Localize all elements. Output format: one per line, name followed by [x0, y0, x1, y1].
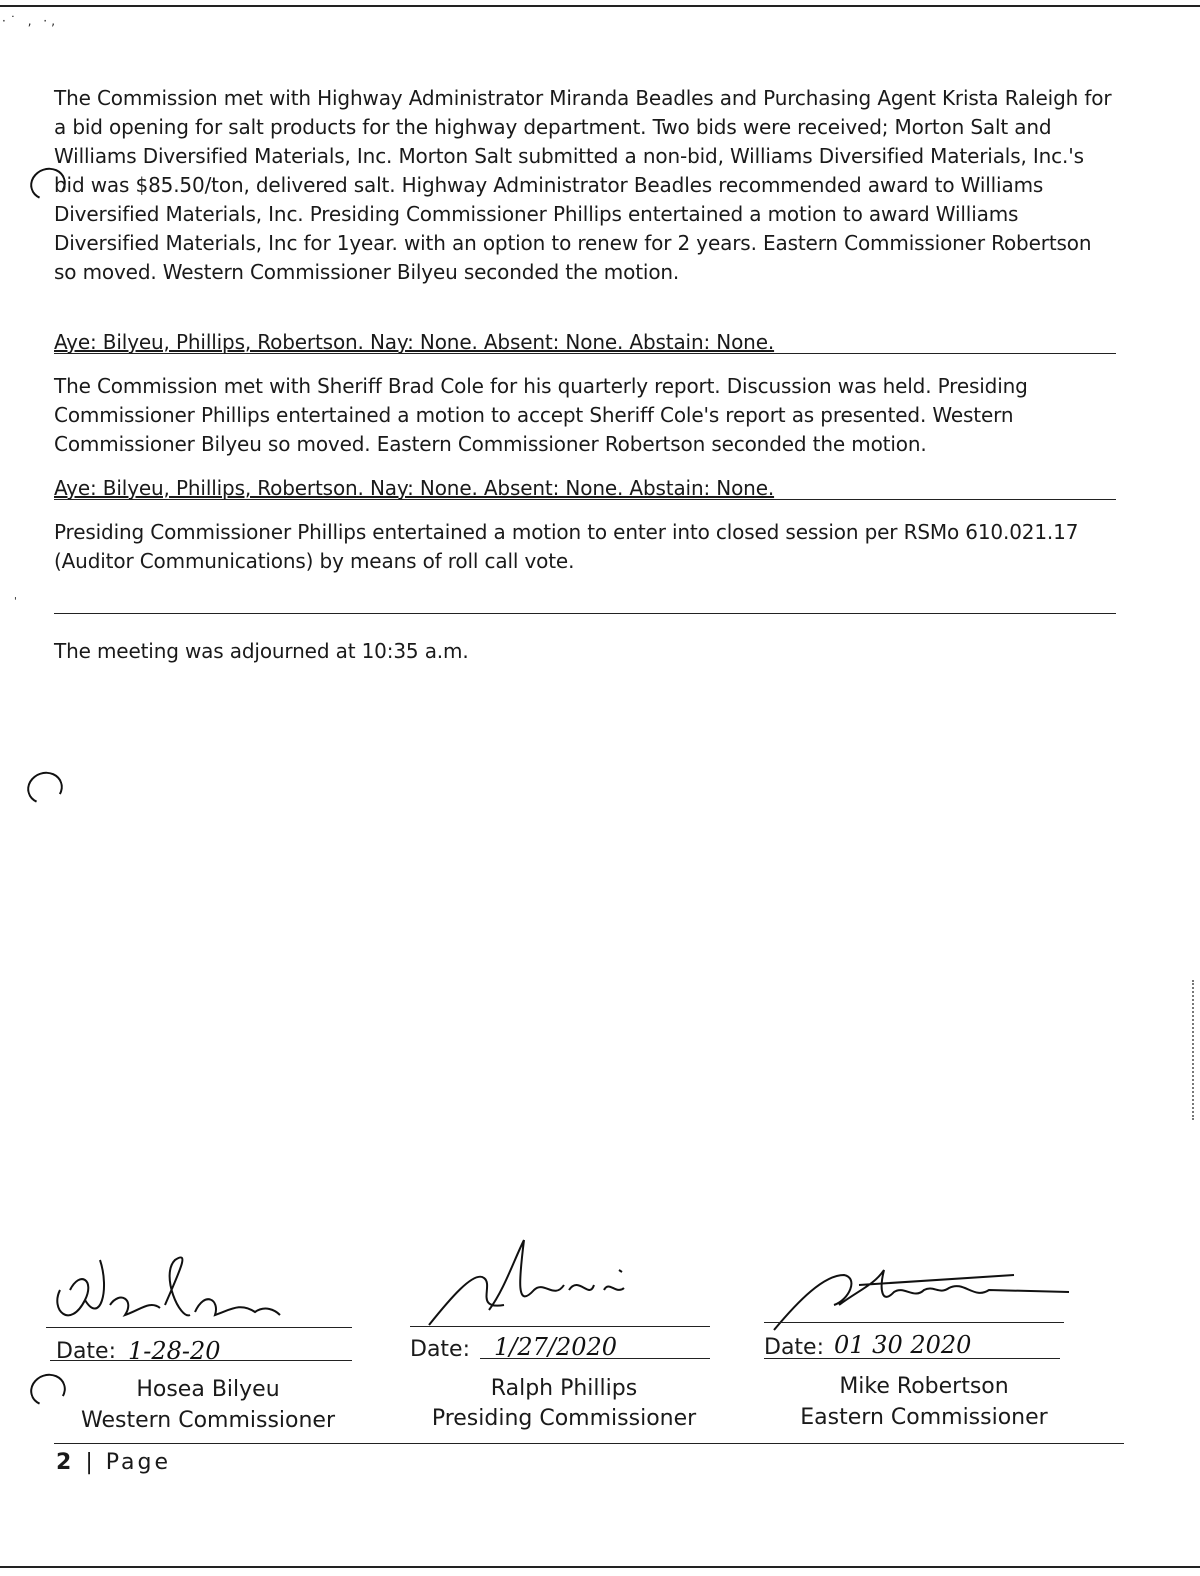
- date-label: Date:: [764, 1335, 824, 1360]
- scan-specks: ·˙ ‚ ·‚: [2, 14, 59, 28]
- handwritten-date: 1-28-20: [128, 1337, 221, 1365]
- date-line: [764, 1358, 1060, 1359]
- vote-blank-line: [54, 613, 1116, 614]
- signature-line: [46, 1327, 352, 1328]
- page-separator: |: [85, 1450, 96, 1475]
- hole-punch-mark: [23, 767, 67, 809]
- page-word: Page: [105, 1450, 171, 1475]
- signer-name: Hosea Bilyeu: [136, 1377, 280, 1402]
- signer-title: Western Commissioner: [80, 1408, 336, 1433]
- vote-record: Aye: Bilyeu, Phillips, Robertson. Nay: None. Absent: None. Abstain: None.: [54, 476, 1116, 500]
- signature-line: [410, 1326, 710, 1327]
- closed-session-paragraph: Presiding Commissioner Phillips entertained a motion to enter into closed session per RSMo 610.021.17 (Auditor Communications) by means of roll call vote.: [54, 520, 1079, 573]
- handwritten-date: 01 30 2020: [834, 1331, 972, 1359]
- signature-block-eastern: [764, 1230, 1074, 1430]
- date-label: Date:: [410, 1337, 470, 1362]
- handwritten-date: 1/27/2020: [494, 1333, 618, 1361]
- handwritten-signature-robertson: [764, 1230, 1084, 1340]
- adjournment-paragraph: The meeting was adjourned at 10:35 a.m.: [54, 639, 469, 663]
- signer-name: Ralph Phillips: [490, 1376, 638, 1401]
- signature-block-western: [40, 1230, 350, 1433]
- signer-name: Mike Robertson: [839, 1374, 1009, 1399]
- sheriff-report-paragraph: The Commission met with Sheriff Brad Cole for his quarterly report. Discussion was held. Presiding Commissioner Phillips entertained a motion to accept Sheriff Cole's report as presented. Western Commissioner Bilyeu so moved. Eastern Commissioner Robertson seconded the motion.: [54, 374, 1028, 456]
- scan-speck: ': [14, 596, 17, 607]
- signature-line: [764, 1322, 1064, 1323]
- vote-record: Aye: Bilyeu, Phillips, Robertson. Nay: None. Absent: None. Abstain: None.: [54, 330, 1116, 354]
- scan-bottom-edge: [0, 1566, 1200, 1568]
- scan-top-edge: [0, 5, 1200, 7]
- page-footer: [56, 1450, 171, 1476]
- date-line: [50, 1360, 352, 1361]
- signature-block-presiding: [404, 1230, 714, 1430]
- scan-edge-marks: [1190, 980, 1194, 1120]
- footer-rule: [54, 1443, 1124, 1444]
- date-line: [480, 1358, 710, 1359]
- handwritten-signature-bilyeu: [40, 1230, 360, 1340]
- page-number: 2: [56, 1450, 72, 1475]
- handwritten-signature-phillips: [404, 1230, 724, 1340]
- signer-title: Eastern Commissioner: [800, 1405, 1048, 1430]
- signer-title: Presiding Commissioner: [431, 1406, 697, 1431]
- salt-bid-paragraph: The Commission met with Highway Administrator Miranda Beadles and Purchasing Agent Krista Raleigh for a bid opening for salt products for the highway department. Two bids were received; Morton Salt and Williams Diversified Materials, Inc. Morton Salt submitted a non-bid, Williams Diversified Materials, Inc.'s bid was $85.50/ton, delivered salt. Highway Administrator Beadles recommended award to Williams Diversified Materials, Inc. Presiding Commissioner Phillips entertained a motion to award Williams Diversified Materials, Inc for 1year. with an option to renew for 2 years. Eastern Commissioner Robertson so moved. Western Commissioner Bilyeu seconded the motion.: [54, 86, 1112, 284]
- date-label: Date:: [56, 1339, 116, 1364]
